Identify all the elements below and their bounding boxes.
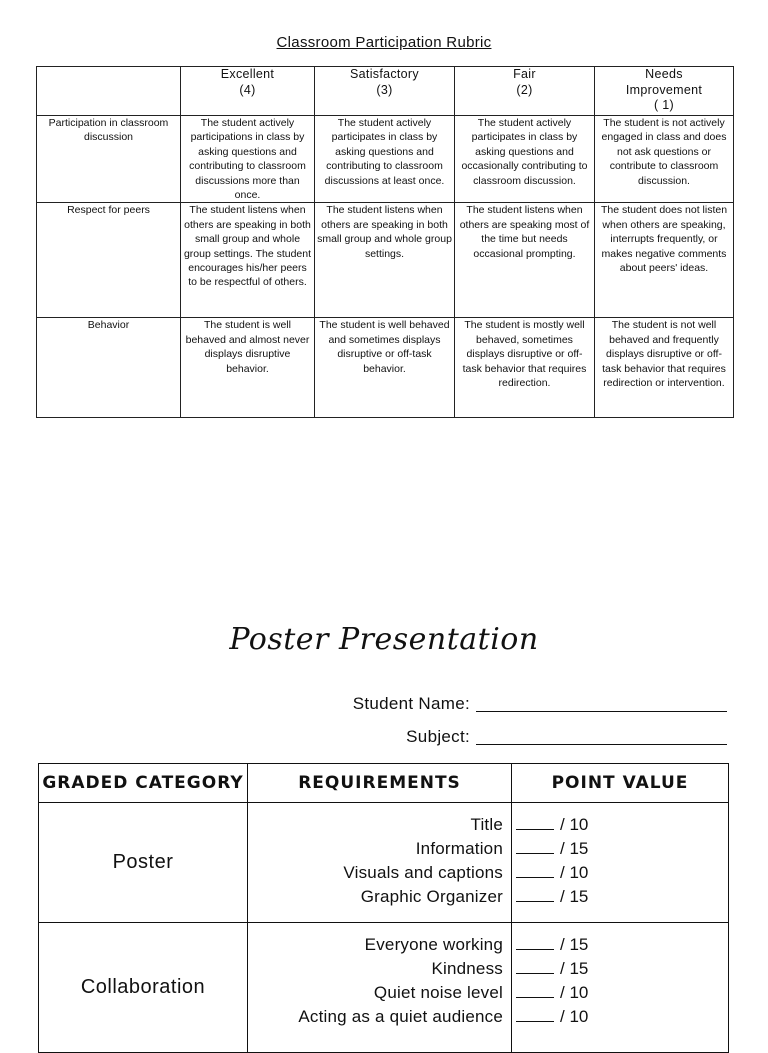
rubric-cell: The student listens when others are speaking in both small group and whole group settings. The student encourages his/her peers to be respectful of others. <box>181 203 315 318</box>
requirement-item: Quiet noise level <box>373 983 503 1002</box>
rubric-header-satisfactory <box>315 67 455 116</box>
requirement-item: Acting as a quiet audience <box>298 1007 503 1026</box>
rubric-header-row <box>37 67 734 116</box>
requirement-item: Kindness <box>431 959 503 978</box>
rubric-cell: The student is well behaved and sometimes displays disruptive or off-task behavior. <box>315 318 455 418</box>
requirements-list <box>248 923 512 1053</box>
point-total: / 15 <box>560 887 589 906</box>
poster-title: Poster Presentation <box>229 622 539 657</box>
requirements-list <box>248 803 512 923</box>
grading-row-poster <box>39 803 729 923</box>
point-total: / 15 <box>560 935 589 954</box>
rubric-cell: The student does not listen when others are speaking, interrupts frequently, or makes negative comments about peers' ideas. <box>595 203 734 318</box>
rubric-header-empty <box>37 67 181 116</box>
point-total: / 10 <box>560 863 589 882</box>
score-blank[interactable] <box>516 983 554 998</box>
rubric-header-score: ( 1) <box>654 98 674 112</box>
rubric-header-fair <box>455 67 595 116</box>
requirement-item: Everyone working <box>364 935 503 954</box>
score-blank[interactable] <box>516 959 554 974</box>
score-blank[interactable] <box>516 839 554 854</box>
subject-input-line[interactable] <box>476 744 727 745</box>
rubric-header-label: Fair <box>513 67 536 81</box>
rubric-row-behavior <box>37 318 734 418</box>
rubric-header-excellent <box>181 67 315 116</box>
rubric-header-label: Needs Improvement <box>625 67 703 97</box>
score-blank[interactable] <box>516 1007 554 1022</box>
score-blank[interactable] <box>516 935 554 950</box>
rubric-cell: The student actively participates in class by asking questions and occasionally contributing to classroom discussion. <box>455 116 595 203</box>
point-value-header: POINT VALUE <box>512 764 729 803</box>
rubric-title: Classroom Participation Rubric <box>276 34 492 51</box>
rubric-header-score: (2) <box>516 82 533 97</box>
student-name-input-line[interactable] <box>476 711 727 712</box>
point-value-item <box>516 1005 728 1029</box>
point-value-item <box>516 933 728 957</box>
score-blank[interactable] <box>516 863 554 878</box>
rubric-header-label: Excellent <box>220 67 275 81</box>
graded-category: Collaboration <box>39 923 248 1053</box>
rubric-cell: The student is mostly well behaved, sometimes displays disruptive or off-task behavior that requires redirection. <box>455 318 595 418</box>
point-total: / 15 <box>560 959 589 978</box>
point-value-item <box>516 885 728 909</box>
rubric-row-participation <box>37 116 734 203</box>
point-value-item <box>516 981 728 1005</box>
requirement-item: Visuals and captions <box>343 863 503 882</box>
score-blank[interactable] <box>516 887 554 902</box>
rubric-row-category: Participation in classroom discussion <box>37 116 181 203</box>
rubric-cell: The student listens when others are speaking in both small group and whole group settings. <box>315 203 455 318</box>
rubric-cell: The student is well behaved and almost never displays disruptive behavior. <box>181 318 315 418</box>
point-value-item <box>516 813 728 837</box>
grading-header-row <box>39 764 729 803</box>
student-name-field <box>270 694 730 718</box>
point-value-item <box>516 957 728 981</box>
rubric-row-category: Respect for peers <box>37 203 181 318</box>
grading-row-collaboration <box>39 923 729 1053</box>
point-total: / 15 <box>560 839 589 858</box>
point-total: / 10 <box>560 1007 589 1026</box>
rubric-cell: The student actively participates in class by asking questions and contributing to classroom discussions at least once. <box>315 116 455 203</box>
rubric-cell: The student is not actively engaged in class and does not ask questions or contribute to classroom discussion. <box>595 116 734 203</box>
student-name-label: Student Name: <box>352 694 470 713</box>
rubric-row-category: Behavior <box>37 318 181 418</box>
rubric-header-needs-improvement <box>595 67 734 116</box>
score-blank[interactable] <box>516 815 554 830</box>
rubric-cell: The student listens when others are speaking most of the time but needs occasional prompting. <box>455 203 595 318</box>
point-value-item <box>516 837 728 861</box>
rubric-header-score: (4) <box>239 82 256 97</box>
rubric-header-score: (3) <box>376 82 393 97</box>
rubric-header-label: Satisfactory <box>350 67 419 81</box>
graded-category-header: GRADED CATEGORY <box>39 764 248 803</box>
requirement-item: Graphic Organizer <box>360 887 503 906</box>
point-value-item <box>516 861 728 885</box>
requirement-item: Title <box>470 815 503 834</box>
subject-field <box>270 727 730 751</box>
rubric-row-respect <box>37 203 734 318</box>
subject-label: Subject: <box>406 727 470 746</box>
point-values <box>512 803 729 923</box>
point-total: / 10 <box>560 815 589 834</box>
participation-rubric-table <box>36 66 734 418</box>
requirements-header: REQUIREMENTS <box>248 764 512 803</box>
point-total: / 10 <box>560 983 589 1002</box>
graded-category: Poster <box>39 803 248 923</box>
poster-grading-table <box>38 763 729 1053</box>
requirement-item: Information <box>415 839 503 858</box>
point-values <box>512 923 729 1053</box>
rubric-cell: The student is not well behaved and frequently displays disruptive or off-task behavior that requires redirection or intervention. <box>595 318 734 418</box>
rubric-cell: The student actively participations in class by asking questions and contributing to classroom discussions more than once. <box>181 116 315 203</box>
